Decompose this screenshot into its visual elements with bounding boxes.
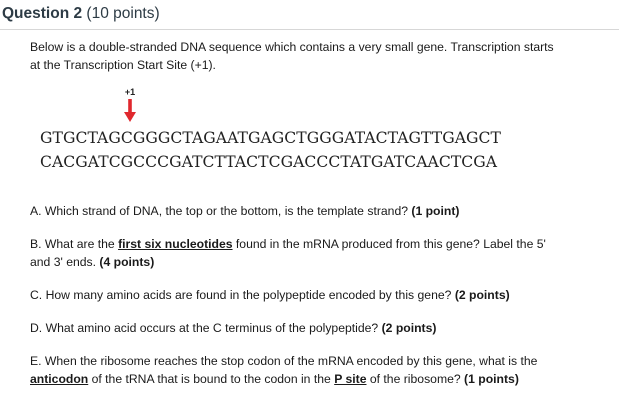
intro-line-2: at the Transcription Start Site (+1). (30, 58, 216, 72)
part-e-emphasis-psite: P site (334, 372, 367, 386)
dna-top-strand: GTGCTAGCGGGCTAGAATGAGCTGGGATACTAGTTGAGCT (40, 129, 501, 147)
question-intro (30, 38, 610, 74)
part-b-emphasis: first six nucleotides (118, 237, 233, 251)
dna-bottom-strand: CACGATCGCCCGATCTTACTCGACCCTATGATCAACTCGA (40, 153, 498, 171)
part-e-text-mid: of the tRNA that is bound to the codon in the (88, 372, 335, 386)
question-part-c (30, 286, 610, 304)
question-part-b (30, 235, 610, 271)
question-part-e (30, 352, 610, 388)
part-a-points: (1 point) (411, 204, 460, 218)
part-b-text-line2: and 3' ends. (30, 255, 97, 269)
tss-label: +1 (124, 87, 136, 97)
part-e-points: (1 points) (464, 372, 519, 386)
part-b-text-after: found in the mRNA produced from this gene? Label the 5' (232, 237, 546, 251)
intro-line-1: Below is a double-stranded DNA sequence which contains a very small gene. Transcription starts (30, 40, 554, 54)
question-part-a (30, 202, 610, 220)
question-number: Question 2 (2, 5, 83, 22)
question-points: (10 points) (86, 5, 160, 22)
question-header (0, 0, 619, 30)
part-e-text-line1: E. When the ribosome reaches the stop codon of the mRNA encoded by this gene, what is the (30, 354, 538, 368)
part-b-points: (4 points) (99, 255, 155, 269)
part-d-points: (2 points) (381, 321, 437, 335)
down-arrow-icon (123, 99, 137, 123)
part-c-text: C. How many amino acids are found in the polypeptide encoded by this gene? (30, 288, 452, 302)
part-e-emphasis-anticodon: anticodon (30, 372, 89, 386)
part-c-points: (2 points) (454, 288, 510, 302)
part-e-text-after: of the ribosome? (366, 372, 461, 386)
transcription-start-marker (123, 88, 137, 123)
part-a-text: A. Which strand of DNA, the top or the bottom, is the template strand? (30, 204, 408, 218)
question-part-d (30, 319, 610, 337)
part-b-text-before: B. What are the (30, 237, 119, 251)
part-d-text: D. What amino acid occurs at the C terminus of the polypeptide? (30, 321, 379, 335)
question-title (2, 5, 160, 23)
dna-sequence-figure (40, 126, 501, 174)
